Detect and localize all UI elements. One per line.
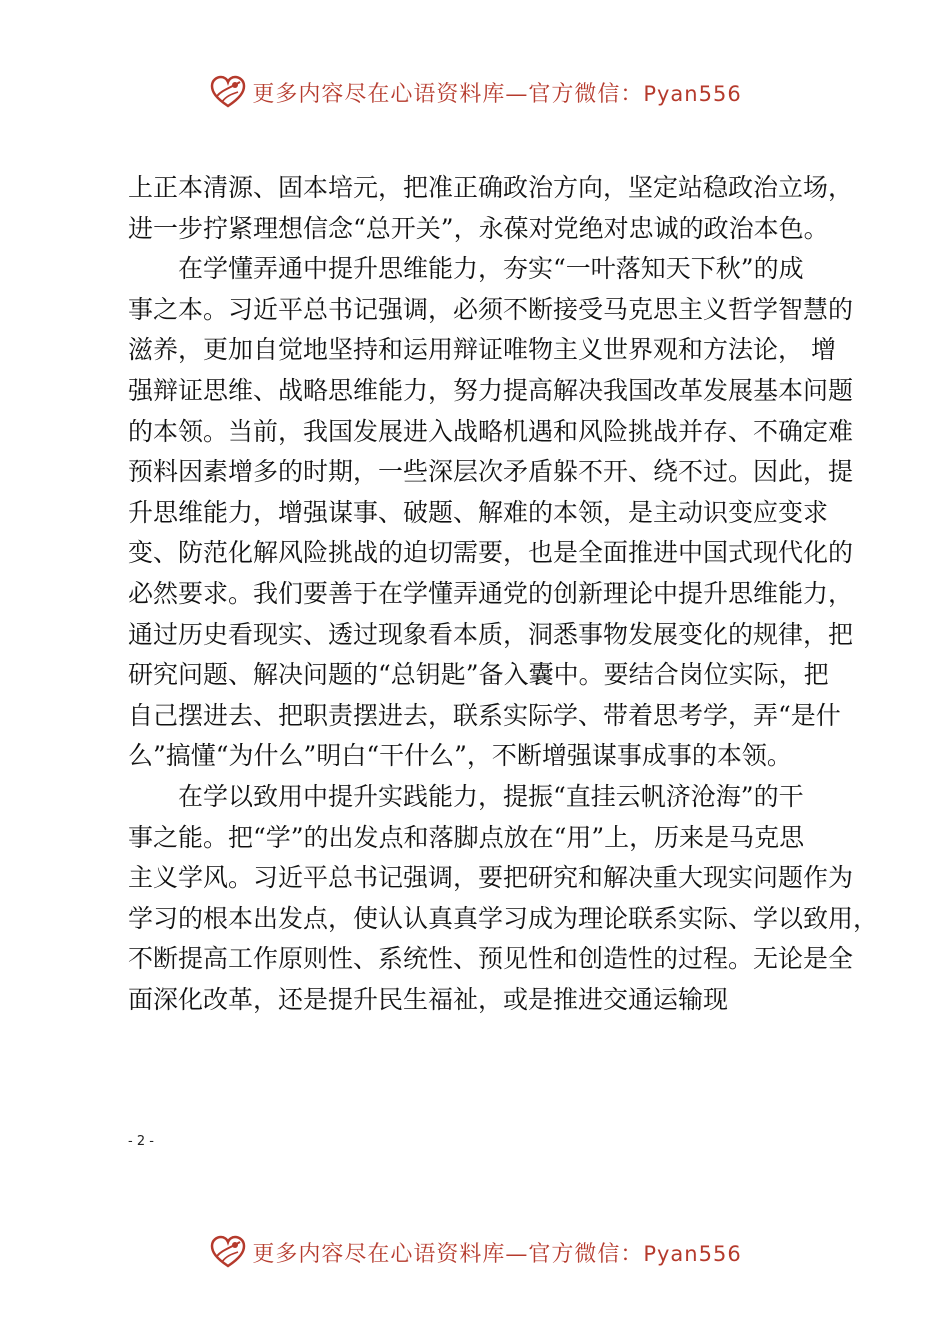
text-line: 强辩证思维、战略思维能力，努力提高解决我国改革发展基本问题 [128,375,854,405]
text-line: 学习的根本出发点，使认认真真学习成为理论联系实际、学以致用， [128,903,879,933]
paragraph-start-line: 在学以致用中提升实践能力，提振“直挂云帆济沧海”的干 [178,781,804,811]
text-line: 事之能。把“学”的出发点和落脚点放在“用”上，历来是马克思 [128,822,805,852]
text-line: 事之本。习近平总书记强调，必须不断接受马克思主义哲学智慧的 [128,294,854,324]
banner-text: 更多内容尽在心语资料库—官方微信：Pyan556 [252,1241,742,1267]
text-line: 么”搞懂“为什么”明白“干什么”，不断增强谋事成事的本领。 [128,741,792,771]
text-line: 升思维能力，增强谋事、破题、解难的本领，是主动识变应变求 [128,497,829,527]
text-line: 的本领。当前，我国发展进入战略机遇和风险挑战并存、不确定难 [128,416,854,446]
text-line: 不断提高工作原则性、系统性、预见性和创造性的过程。无论是全 [128,944,854,974]
text-line: 变、防范化解风险挑战的迫切需要，也是全面推进中国式现代化的 [128,538,854,568]
wechat-id: Pyan556 [643,81,742,106]
banner-text: 更多内容尽在心语资料库—官方微信：Pyan556 [252,81,742,107]
text-line: 主义学风。习近平总书记强调，要把研究和解决重大现实问题作为 [128,863,854,893]
heart-logo-icon [208,72,248,112]
text-line: 自己摆进去、把职责摆进去，联系实际学、带着思考学，弄“是什 [128,700,841,730]
text-line: 上正本清源、固本培元，把准正确政治方向，坚定站稳政治立场， [128,173,854,202]
document-body [128,168,879,1020]
text-line: 研究问题、解决问题的“总钥匙”备入囊中。要结合岗位实际，把 [128,660,829,690]
text-line: 必然要求。我们要善于在学懂弄通党的创新理论中提升思维能力， [128,578,854,608]
paragraph-start-line: 在学懂弄通中提升思维能力，夯实“一叶落知天下秋”的成 [178,254,804,284]
text-line: 面深化改革，还是提升民生福祉，或是推进交通运输现 [128,984,729,1014]
header-banner [0,72,950,112]
text-line: 滋养，更加自觉地坚持和运用辩证唯物主义世界观和方法论， 增 [128,335,836,365]
text-line: 通过历史看现实、透过现象看本质，洞悉事物发展变化的规律，把 [128,619,854,649]
wechat-id: Pyan556 [643,1241,742,1266]
text-line: 进一步拧紧理想信念“总开关”，永葆对党绝对忠诚的政治本色。 [128,213,829,243]
text-line: 预料因素增多的时期，一些深层次矛盾躲不开、绕不过。因此，提 [128,457,854,487]
footer-banner [0,1232,950,1272]
page-number: - 2 - [128,1134,154,1149]
heart-logo-icon [208,1232,248,1272]
